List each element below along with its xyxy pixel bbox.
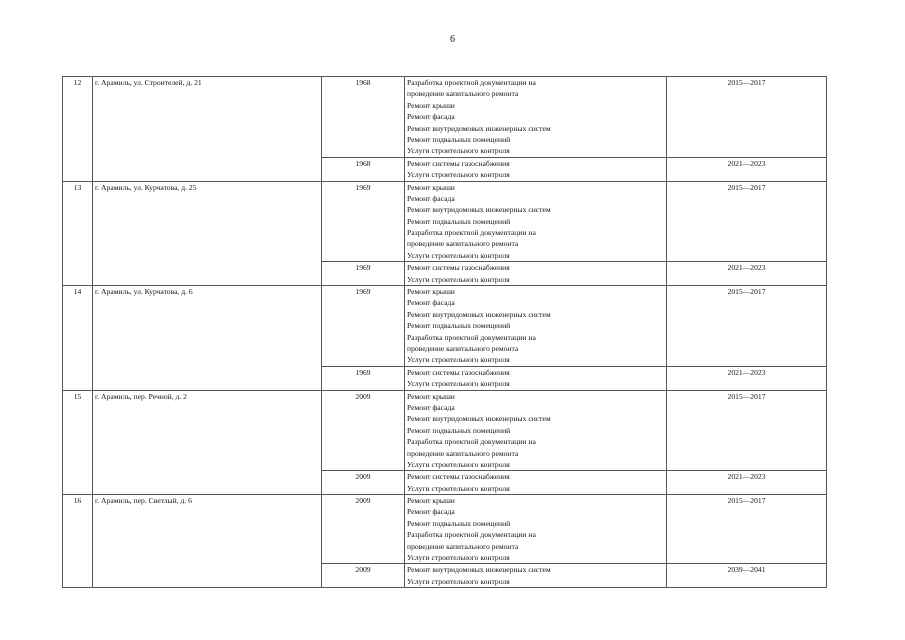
works-cell [405,390,667,471]
work-item: Услуги строительного контроля [407,576,510,586]
year-cell: 1969 [322,262,405,286]
work-item: Ремонт фасада [407,298,455,308]
period-cell: 2015—2017 [667,495,827,564]
work-item: Ремонт системы газоснабжения [407,158,510,168]
address-cell: г. Арамиль, ул. Строителей, д. 21 [93,77,322,182]
period-cell: 2015—2017 [667,390,827,471]
period-cell: 2021—2023 [667,157,827,181]
work-item: Ремонт внутридомовых инженерных систем [407,565,551,575]
works-cell [405,181,667,262]
work-item: Ремонт крыши [407,391,455,401]
repair-schedule-table [62,76,827,588]
address-cell: г. Арамиль, пер. Светлый, д. 6 [93,495,322,588]
work-item: проведение капитального ремонта [407,239,519,249]
work-item: Услуги строительного контроля [407,250,510,260]
period-cell: 2015—2017 [667,77,827,158]
table-row [63,495,827,564]
works-cell [405,366,667,390]
work-item: проведение капитального ремонта [407,541,519,551]
work-item: Услуги строительного контроля [407,274,510,284]
period-cell: 2021—2023 [667,471,827,495]
year-cell: 1969 [322,286,405,367]
works-cell [405,471,667,495]
table-row [63,77,827,158]
year-cell: 1968 [322,77,405,158]
work-item: Ремонт крыши [407,287,455,297]
work-item: проведение капитального ремонта [407,343,519,353]
year-cell: 2009 [322,564,405,588]
work-item: Разработка проектной документации на [407,530,536,540]
work-item: Ремонт фасада [407,193,455,203]
work-item: Услуги строительного контроля [407,379,510,389]
work-item: Ремонт внутридомовых инженерных систем [407,123,551,133]
works-cell [405,495,667,564]
work-item: Ремонт системы газоснабжения [407,367,510,377]
work-item: Ремонт подвальных помещений [407,134,511,144]
works-cell [405,564,667,588]
table-row [63,286,827,367]
work-item: Разработка проектной документации на [407,228,536,238]
work-item: Ремонт внутридомовых инженерных систем [407,414,551,424]
address-cell: г. Арамиль, пер. Речной, д. 2 [93,390,322,495]
work-item: Услуги строительного контроля [407,553,510,563]
year-cell: 1969 [322,366,405,390]
work-item: Ремонт фасада [407,402,455,412]
work-item: Ремонт системы газоснабжения [407,472,510,482]
works-cell [405,77,667,158]
works-cell [405,157,667,181]
table-row [63,390,827,471]
address-cell: г. Арамиль, ул. Курчатова, д. 6 [93,286,322,391]
work-item: Ремонт подвальных помещений [407,216,511,226]
row-number-cell: 15 [63,390,93,495]
year-cell: 2009 [322,495,405,564]
work-item: Ремонт подвальных помещений [407,321,511,331]
work-item: Разработка проектной документации на [407,437,536,447]
work-item: Услуги строительного контроля [407,355,510,365]
work-item: Ремонт подвальных помещений [407,518,511,528]
work-item: проведение капитального ремонта [407,89,519,99]
period-cell: 2039—2041 [667,564,827,588]
work-item: Ремонт крыши [407,182,455,192]
row-number-cell: 16 [63,495,93,588]
row-number-cell: 13 [63,181,93,286]
work-item: Ремонт крыши [407,100,455,110]
work-item: Ремонт подвальных помещений [407,425,511,435]
table-body [63,77,827,588]
work-item: Ремонт системы газоснабжения [407,263,510,273]
year-cell: 1969 [322,181,405,262]
work-item: Ремонт крыши [407,496,455,506]
table-row [63,181,827,262]
work-item: Разработка проектной документации на [407,332,536,342]
work-item: проведение капитального ремонта [407,448,519,458]
address-cell: г. Арамиль, ул. Курчатова, д. 25 [93,181,322,286]
row-number-cell: 12 [63,77,93,182]
work-item: Услуги строительного контроля [407,146,510,156]
year-cell: 1968 [322,157,405,181]
works-cell [405,262,667,286]
period-cell: 2021—2023 [667,262,827,286]
row-number-cell: 14 [63,286,93,391]
work-item: Ремонт внутридомовых инженерных систем [407,309,551,319]
year-cell: 2009 [322,471,405,495]
page-number: 6 [450,34,455,45]
year-cell: 2009 [322,390,405,471]
work-item: Ремонт фасада [407,112,455,122]
work-item: Разработка проектной документации на [407,78,536,87]
period-cell: 2021—2023 [667,366,827,390]
period-cell: 2015—2017 [667,286,827,367]
work-item: Ремонт внутридомовых инженерных систем [407,205,551,215]
work-item: Услуги строительного контроля [407,170,510,180]
works-cell [405,286,667,367]
work-item: Услуги строительного контроля [407,483,510,493]
period-cell: 2015—2017 [667,181,827,262]
work-item: Услуги строительного контроля [407,459,510,469]
work-item: Ремонт фасада [407,507,455,517]
